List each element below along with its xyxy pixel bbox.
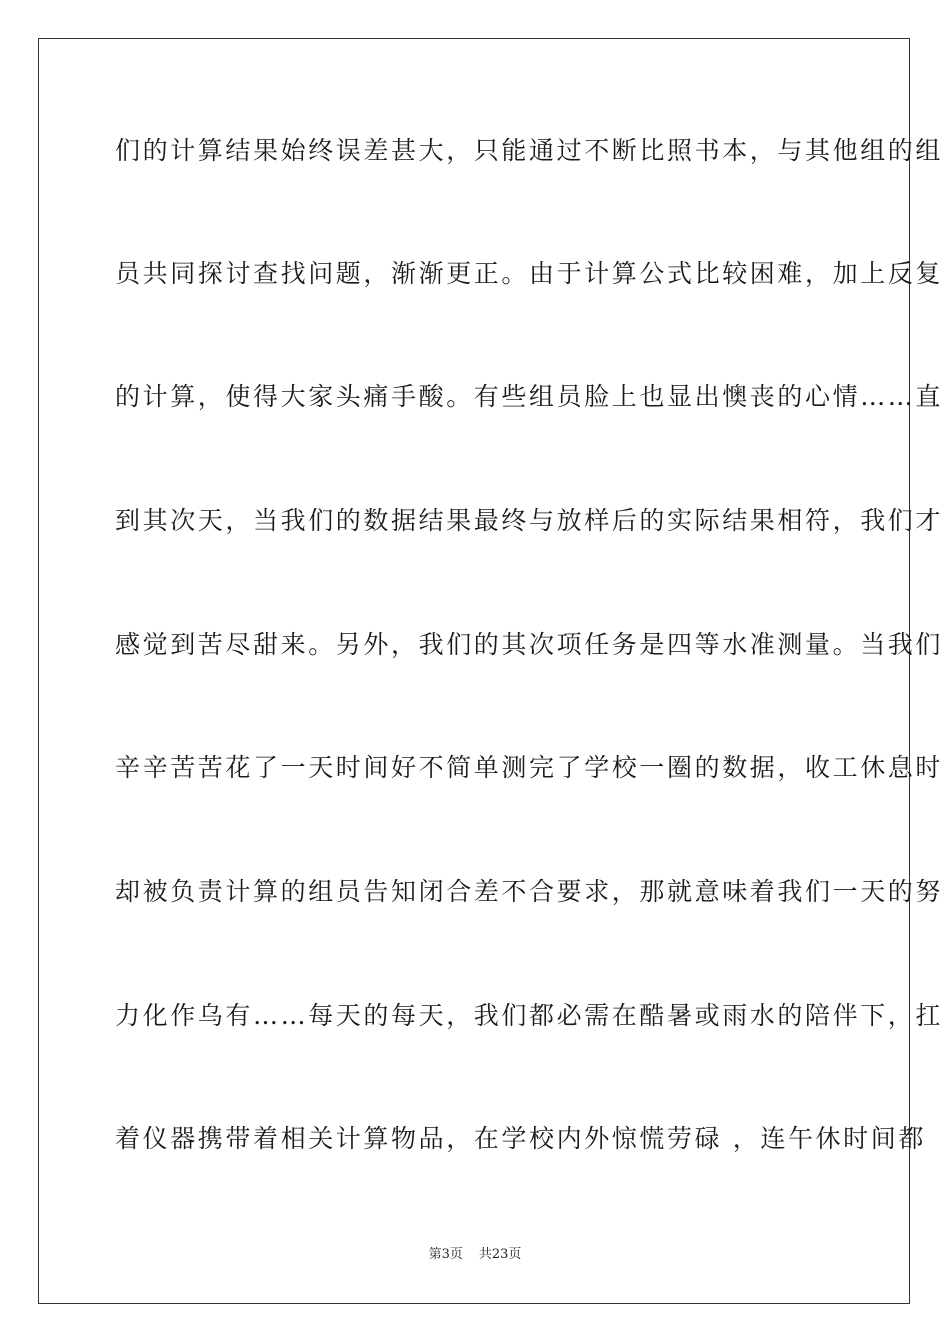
paragraph-line-5: 感觉到苦尽甜来。另外，我们的其次项任务是四等水准测量。当我们 [115, 630, 944, 659]
paragraph-line-3: 的计算，使得大家头痛手酸。有些组员脸上也显出懊丧的心情……直 [115, 382, 944, 411]
paragraph-line-8: 力化作乌有……每天的每天，我们都必需在酷暑或雨水的陪伴下，扛 [115, 1001, 944, 1030]
page-border [38, 38, 944, 1304]
paragraph-line-2: 员共同探讨查找问题，渐渐更正。由于计算公式比较困难，加上反复 [115, 259, 944, 288]
paragraph-line-7: 却被负责计算的组员告知闭合差不合要求，那就意味着我们一天的努 [115, 877, 944, 906]
paragraph-line-9: 着仪器携带着相关计算物品，在学校内外惊慌劳碌 ，连午休时间都 [115, 1124, 926, 1153]
paragraph-line-1: 们的计算结果始终误差甚大，只能通过不断比照书本，与其他组的组 [115, 136, 944, 165]
page-number: 第3页 [428, 1247, 463, 1262]
page-footer [0, 1247, 950, 1263]
paragraph-line-4: 到其次天，当我们的数据结果最终与放样后的实际结果相符，我们才 [115, 506, 944, 535]
paragraph-line-6: 辛辛苦苦花了一天时间好不简单测完了学校一圈的数据，收工休息时 [115, 753, 944, 782]
page-total: 共23页 [478, 1247, 522, 1262]
